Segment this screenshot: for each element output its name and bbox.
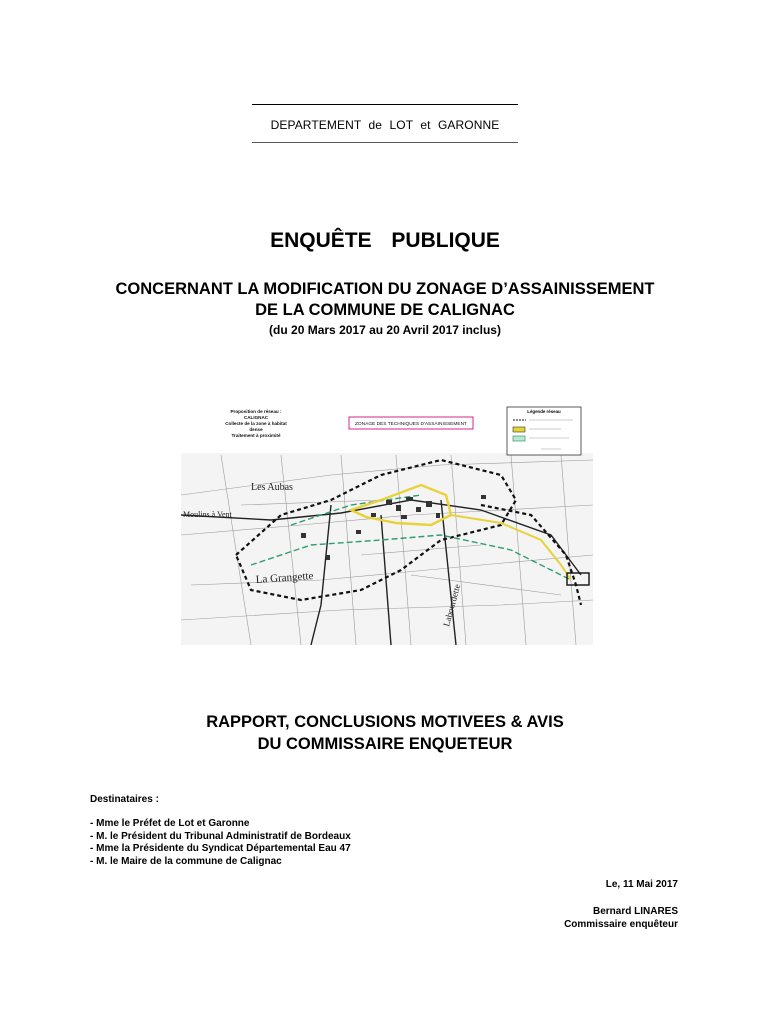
- report-line-2: DU COMMISSAIRE ENQUETEUR: [257, 735, 513, 753]
- map-proposal-line3: Collecte de la zone à habitat: [225, 421, 287, 426]
- map-proposal-line4: dense: [249, 427, 263, 432]
- subtitle-line-1: CONCERNANT LA MODIFICATION DU ZONAGE D’ASSAINISSEMENT: [115, 280, 655, 298]
- header-rule-bottom: [252, 142, 518, 143]
- signatory-name: Bernard LINARES: [592, 906, 678, 917]
- list-item: - Mme le Préfet de Lot et Garonne: [90, 818, 250, 829]
- list-item: - M. le Maire de la commune de Calignac: [90, 855, 282, 867]
- place-grangette: La Grangette: [255, 569, 314, 586]
- header-rule-top: [252, 104, 518, 105]
- inquiry-dates: (du 20 Mars 2017 au 20 Avril 2017 inclus): [269, 323, 501, 337]
- report-date: Le, 11 Mai 2017: [605, 879, 678, 890]
- list-item: - Mme la Présidente du Syndicat Départemental Eau 47: [90, 843, 351, 854]
- map-proposal-line5: Traitement à proximité: [231, 433, 281, 438]
- zoning-map: [181, 405, 593, 645]
- zonage-label: ZONAGE DES TECHNIQUES D'ASSAINISSEMENT: [355, 422, 467, 427]
- list-item: - M. le Président du Tribunal Administratif de Bordeaux: [90, 830, 351, 842]
- signatory-role: Commissaire enquêteur: [564, 918, 678, 930]
- document-subtitle: [0, 279, 770, 321]
- map-proposal-line2: CALIGNAC: [243, 415, 269, 420]
- department-heading: DEPARTEMENT de LOT et GARONNE: [270, 118, 500, 132]
- document-title: ENQUÊTE PUBLIQUE: [270, 229, 500, 252]
- signature-block: [564, 906, 678, 931]
- map-legend-title: Légende réseau: [527, 409, 561, 414]
- legend-swatch-green: [513, 436, 525, 441]
- place-les-aubas: Les Aubas: [251, 482, 293, 493]
- subtitle-line-2: DE LA COMMUNE DE CALIGNAC: [255, 301, 515, 319]
- map-proposal-line1: Proposition de réseau :: [230, 409, 282, 414]
- place-labourdette: Labourdette: [441, 582, 463, 628]
- report-heading: [0, 711, 770, 755]
- recipients-title: Destinataires :: [90, 794, 159, 805]
- legend-swatch-yellow: [513, 427, 525, 432]
- recipients-list: [90, 818, 351, 868]
- place-moulins: Moulins à Vent: [183, 510, 232, 519]
- report-line-1: RAPPORT, CONCLUSIONS MOTIVEES & AVIS: [206, 713, 564, 731]
